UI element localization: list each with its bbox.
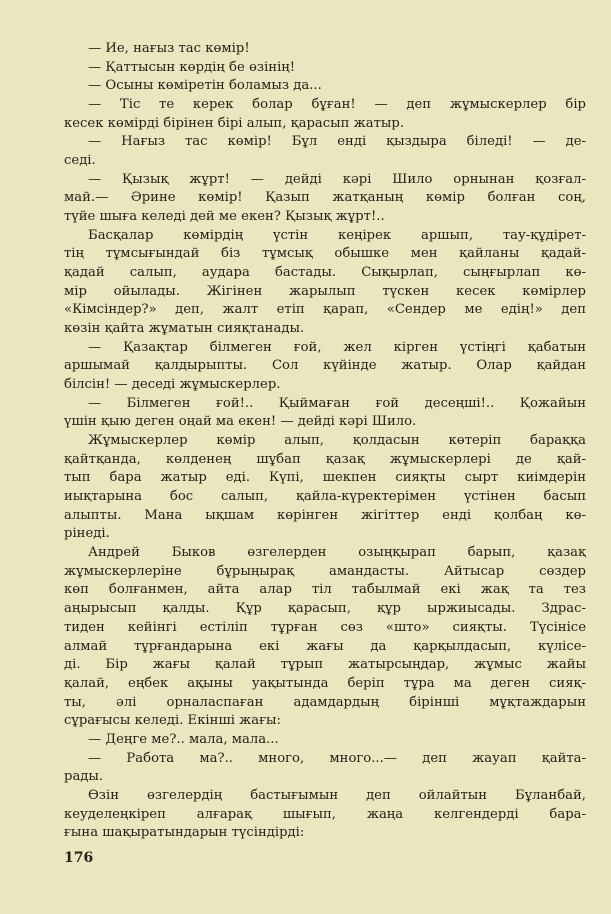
text-line: — Деңге ме?.. мала, мала... xyxy=(88,731,279,747)
text-line: тің тұмсығындай біз тұмсық обышке мен қайланы қадай- xyxy=(64,246,586,262)
text-line: — Работа ма?.. много, много...— деп жауап қайта- xyxy=(88,750,586,766)
text-line: мір ойылады. Жігінен жарылып түскен кесек көмірлер xyxy=(64,283,586,299)
text-line: — Қаттысын көрдің бе өзінің! xyxy=(88,59,296,75)
text-line: аршымай қалдырыпты. Сол күйінде жатыр. Олар қайдан xyxy=(64,358,586,374)
page-number: 176 xyxy=(64,850,94,866)
text-line: тиден кейінгі естіліп тұрған сөз «што» сияқты. Түсінісе xyxy=(64,619,586,635)
text-line: кесек көмірді бірінен бірі алып, қарасып жатыр. xyxy=(64,115,405,131)
text-line: рады. xyxy=(64,769,104,785)
text-line: рінеді. xyxy=(64,526,110,542)
text-line: — Қазақтар білмеген ғой, жел кірген үстіңгі қабатын xyxy=(88,339,586,355)
text-line: Басқалар көмірдің үстін кеңірек аршып, тау-құдірет- xyxy=(88,227,586,243)
text-line: қалай, еңбек ақыны уақытында беріп тұра ма деген сияқ- xyxy=(64,675,586,691)
text-line: жұмыскерлеріне бұрыңырақ амандасты. Айтысар сөздер xyxy=(64,563,586,579)
body-text xyxy=(64,40,586,843)
text-line: көзін қайта жұматын сияқтанады. xyxy=(64,321,305,337)
text-line: «Кімсіндер?» деп, жалт етіп қарап, «Сендер ме едің!» деп xyxy=(64,302,586,318)
text-line: Андрей Быков өзгелерден озыңқырап барып, қазақ xyxy=(88,545,586,561)
text-line: алыпты. Мана ықшам көрінген жігіттер енді қолбаң кө- xyxy=(64,507,586,523)
text-line: аңырысып қалды. Құр қарасып, құр ыржиысады. Здрас- xyxy=(64,601,586,617)
text-line: май.— Әрине көмір! Қазып жатқаның көмір болған соң, xyxy=(64,190,586,206)
text-line: ді. Бір жағы қалай тұрып жатырсыңдар, жұмыс жайы xyxy=(64,657,586,673)
text-line: — Осыны көміретін боламыз да... xyxy=(88,78,322,94)
text-line: Жұмыскерлер көмір алып, қолдасын көтеріп бараққа xyxy=(88,433,586,449)
text-line: кеуделеңкіреп алғарақ шығып, жаңа келгендерді бара- xyxy=(64,806,586,822)
text-line: білсін! — деседі жұмыскерлер. xyxy=(64,377,281,393)
text-line: қайтқанда, көлденең шұбап қазақ жұмыскерлері де қай- xyxy=(64,451,586,467)
text-line: үшін қыю деген оңай ма екен! — дейді кәрі Шило. xyxy=(64,414,417,430)
text-line: түйе шыға келеді дей ме екен? Қызық жұрт!.. xyxy=(64,209,385,225)
text-line: Өзін өзгелердің бастығымын деп ойлайтын Бұланбай, xyxy=(88,787,586,803)
text-line: иықтарына бос салып, қайла-күректерімен үстінен басып xyxy=(64,489,586,505)
text-line: тып бара жатыр еді. Күпі, шекпен сияқты сырт киімдерін xyxy=(64,470,586,486)
text-line: ғына шақыратындарын түсіндірді: xyxy=(64,825,305,841)
text-line: — Тіс те керек болар бұған! — деп жұмыскерлер бір xyxy=(88,97,586,113)
text-line: — Ие, нағыз тас көмір! xyxy=(88,41,250,56)
text-line: — Білмеген ғой!.. Қыймаған ғой десеңші!.. Қожайын xyxy=(88,395,586,411)
text-line: алмай тұрғандарына екі жағы да қарқылдасып, күлісе- xyxy=(64,638,586,654)
text-line: көп болғанмен, айта алар тіл табылмай екі жақ та тез xyxy=(64,582,586,598)
text-line: — Нағыз тас көмір! Бұл енді қыздыра біледі! — де- xyxy=(88,134,586,150)
text-line: сұрағысы келеді. Екінші жағы: xyxy=(64,713,281,729)
text-line: седі. xyxy=(64,153,96,169)
text-line: қадай салып, аудара бастады. Сықырлап, сыңғырлап кө- xyxy=(64,265,586,281)
text-line: — Қызық жұрт! — дейді кәрі Шило орнынан қозғал- xyxy=(88,171,586,187)
text-line: ты, әлі орналаспаған адамдардың бірінші мұқтаждарын xyxy=(64,694,586,710)
